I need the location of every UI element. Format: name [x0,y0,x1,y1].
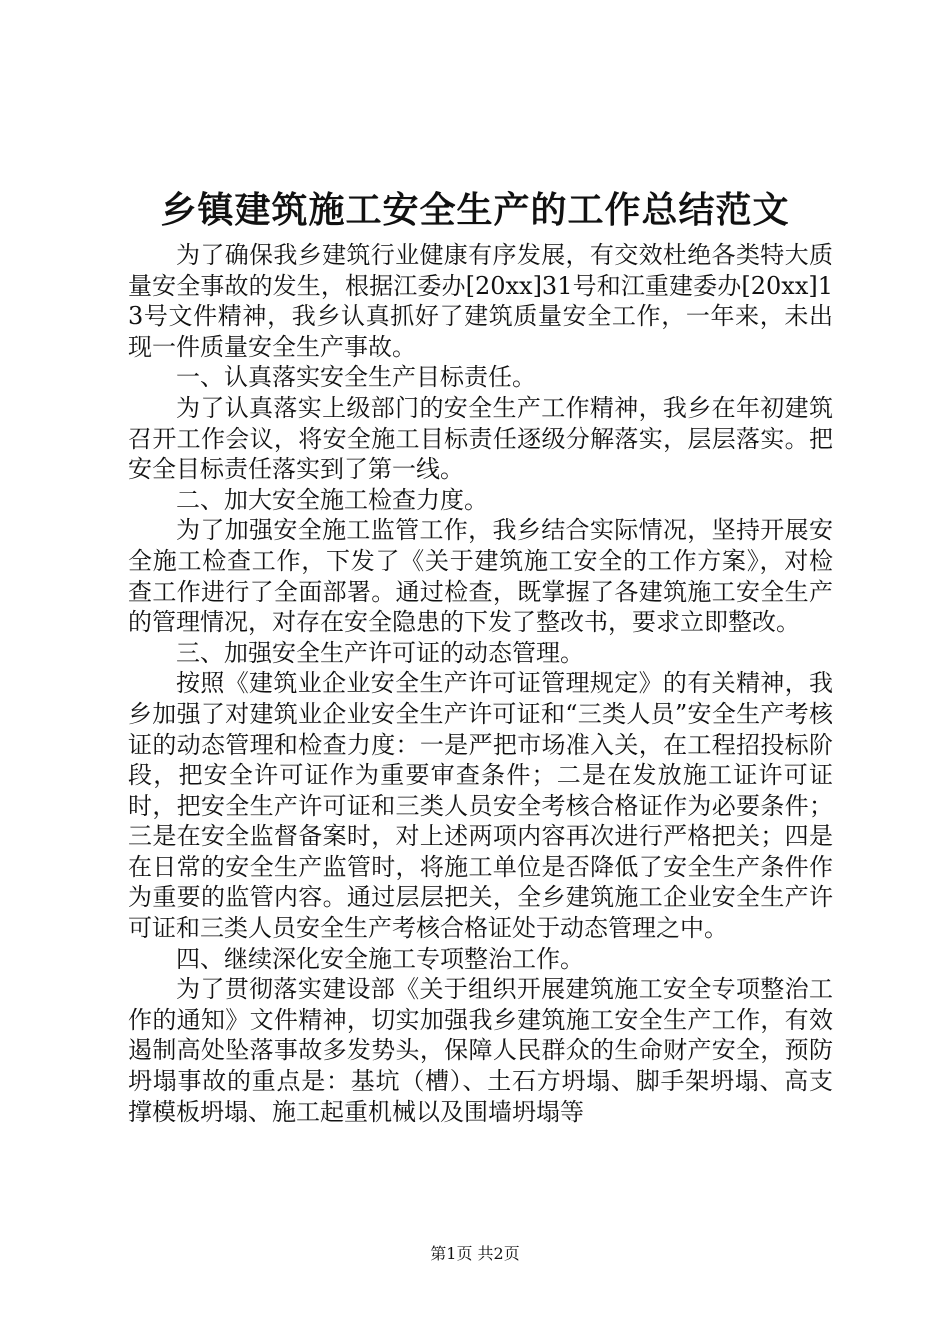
section-heading-3: 三、加强安全生产许可证的动态管理。 [176,638,584,667]
page-number-footer: 第1页 共2页 [430,1244,520,1263]
paragraph-section-3: 按照《建筑业企业安全生产许可证管理规定》的有关精神，我乡加强了对建筑业企业安全生产许可证和“三类人员”安全生产考核证的动态管理和检查力度：一是严把市场准入关，在工程招投标阶段，把安全许可证作为重要审查条件；二是在发放施工证许可证时，把安全生产许可证和三类人员安全考核合格证作为必要条件；三是在安全监督备案时，对上述两项内容再次进行严格把关；四是在日常的安全生产监管时，将施工单位是否降低了安全生产条件作为重要的监管内容。通过层层把关，全乡建筑施工企业安全生产许可证和三类人员安全生产考核合格证处于动态管理之中。 [128,669,833,943]
section-heading-1: 一、认真落实安全生产目标责任。 [176,363,536,392]
paragraph-section-2: 为了加强安全施工监管工作，我乡结合实际情况，坚持开展安全施工检查工作，下发了《关于建筑施工安全的工作方案》，对检查工作进行了全面部署。通过检查，既掌握了各建筑施工安全生产的管理情况，对存在安全隐患的下发了整改书，要求立即整改。 [128,516,833,637]
section-heading-2: 二、加大安全施工检查力度。 [176,485,488,514]
paragraph-section-1: 为了认真落实上级部门的安全生产工作精神，我乡在年初建筑召开工作会议，将安全施工目标责任逐级分解落实，层层落实。把安全目标责任落实到了第一线。 [128,393,833,484]
paragraph-intro: 为了确保我乡建筑行业健康有序发展，有交效杜绝各类特大质量安全事故的发生，根据江委办[20xx]31号和江重建委办[20xx]13号文件精神，我乡认真抓好了建筑质量安全工作，一年来，未出现一件质量安全生产事故。 [128,241,833,361]
paragraph-section-4: 为了贯彻落实建设部《关于组织开展建筑施工安全专项整治工作的通知》文件精神，切实加强我乡建筑施工安全生产工作，有效遏制高处坠落事故多发势头，保障人民群众的生命财产安全，预防坍塌事故的重点是：基坑（槽）、土石方坍塌、脚手架坍塌、高支撑模板坍塌、施工起重机械以及围墙坍塌等 [128,975,833,1126]
document-title: 乡镇建筑施工安全生产的工作总结范文 [160,189,790,231]
section-heading-4: 四、继续深化安全施工专项整治工作。 [176,944,584,973]
document-body [128,240,833,1127]
